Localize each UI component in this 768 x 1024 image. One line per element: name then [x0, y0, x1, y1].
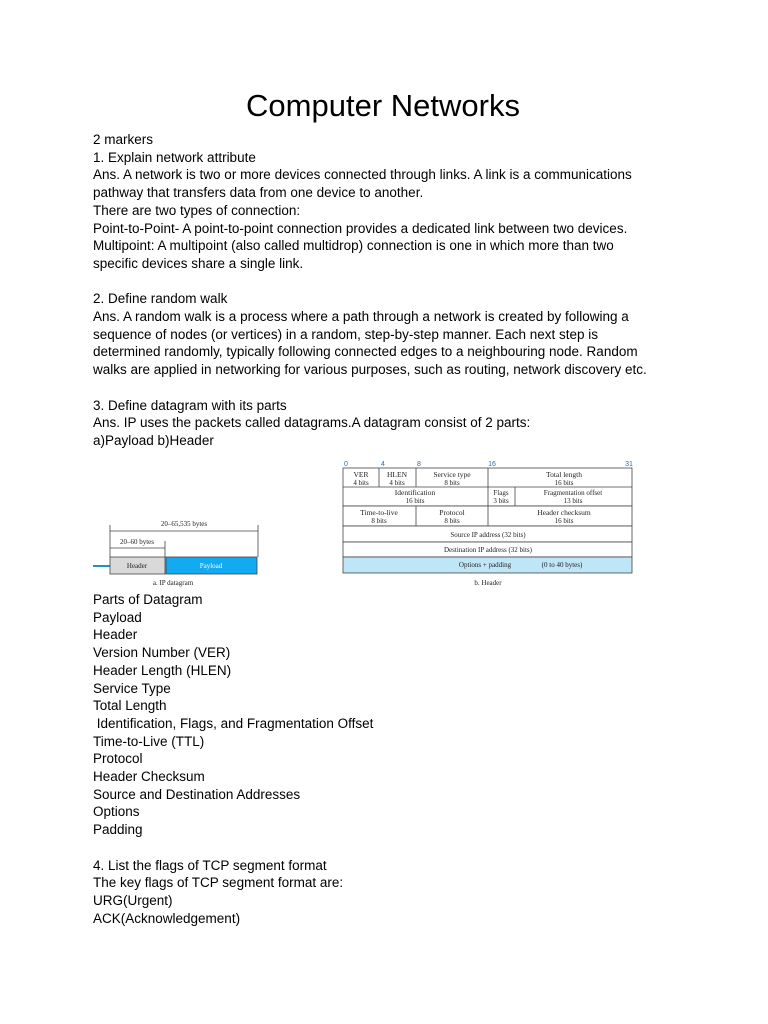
protocol-bits: 8 bits — [444, 517, 460, 525]
service-type-bits: 8 bits — [444, 479, 460, 487]
text-line: Ans. IP uses the packets called datagrams.A datagram consist of 2 parts: — [93, 415, 531, 431]
text-line: sequence of nodes (or vertices) in a random, step-by-step manner. Each next step is — [93, 326, 599, 342]
identification-bits: 16 bits — [405, 497, 425, 505]
text-line: Parts of Datagram — [93, 592, 203, 607]
text-line: Version Number (VER) — [93, 645, 231, 661]
text-line: The key flags of TCP segment format are: — [93, 875, 344, 891]
text-line: Service Type — [93, 680, 171, 696]
ttl-field: Time-to-live — [360, 508, 398, 517]
text-line: Time-to-Live (TTL) — [93, 733, 205, 749]
total-length-field: Total length — [546, 470, 582, 479]
ver-bits: 4 bits — [353, 479, 369, 487]
hlen-field: HLEN — [387, 470, 407, 479]
page-title: Computer Networks — [246, 88, 520, 123]
text-line: ACK(Acknowledgement) — [93, 910, 241, 926]
text-line: Multipoint: A multipoint (also called multidrop) connection is one in which more than two — [93, 238, 614, 254]
identification-field: Identification — [394, 488, 436, 497]
text-line: Identification, Flags, and Fragmentation Offset — [93, 715, 374, 731]
text-line: pathway that transfers data from one device to another. — [93, 185, 424, 201]
text-line: 2. Define random walk — [93, 291, 228, 307]
bit-marker: 16 — [488, 461, 496, 468]
text-line: a)Payload b)Header — [93, 432, 214, 448]
fragmentation-offset-field: Fragmentation offset — [543, 489, 603, 497]
text-line: 1. Explain network attribute — [93, 149, 256, 165]
text-block-bottom — [93, 591, 693, 927]
bit-marker: 31 — [625, 461, 633, 468]
header-caption: b. Header — [474, 579, 502, 587]
ver-field: VER — [353, 470, 369, 479]
datagram-caption: a. IP datagram — [152, 579, 194, 587]
text-line: Protocol — [93, 751, 143, 767]
text-line: Ans. A random walk is a process where a path through a network is created by following a — [93, 309, 629, 325]
datagram-payload-label: Payload — [199, 562, 223, 570]
options-bytes: (0 to 40 bytes) — [541, 561, 583, 569]
options-padding-field: Options + padding — [458, 561, 512, 569]
blank-line — [93, 839, 693, 857]
text-line: Options — [93, 804, 140, 820]
ttl-bits: 8 bits — [371, 517, 387, 525]
text-line: There are two types of connection: — [93, 202, 301, 218]
text-line: Source and Destination Addresses — [93, 786, 301, 802]
text-line: Header Length (HLEN) — [93, 662, 232, 678]
protocol-field: Protocol — [439, 508, 465, 517]
ip-header-diagram — [343, 461, 633, 587]
header-bytes-label: 20–60 bytes — [119, 538, 155, 546]
text-line: URG(Urgent) — [93, 892, 173, 908]
text-line: Padding — [93, 822, 143, 838]
text-line: Total Length — [93, 698, 167, 714]
total-bytes-label: 20–65,535 bytes — [160, 520, 208, 528]
ip-datagram-diagram — [93, 520, 258, 587]
text-line: Ans. A network is two or more devices connected through links. A link is a communications — [93, 167, 632, 183]
text-line: Point-to-Point- A point-to-point connection provides a dedicated link between two devices. — [93, 220, 628, 236]
total-length-bits: 16 bits — [554, 479, 574, 487]
text-line: 4. List the flags of TCP segment format — [93, 857, 327, 873]
destination-ip-field: Destination IP address (32 bits) — [443, 546, 533, 554]
header-checksum-bits: 16 bits — [554, 517, 574, 525]
header-checksum-field: Header checksum — [537, 508, 591, 517]
service-type-field: Service type — [433, 470, 471, 479]
fragmentation-offset-bits: 13 bits — [563, 497, 583, 505]
flags-field: Flags — [493, 489, 509, 497]
datagram-header-label: Header — [126, 562, 148, 570]
hlen-bits: 4 bits — [389, 479, 405, 487]
text-line: Payload — [93, 609, 142, 625]
source-ip-field: Source IP address (32 bits) — [450, 531, 526, 539]
flags-bits: 3 bits — [493, 497, 509, 505]
text-line: Header — [93, 627, 138, 643]
bit-marker: 8 — [417, 461, 421, 468]
text-line: determined randomly, typically following connected edges to a neighbouring node. Random — [93, 344, 638, 360]
bit-marker: 4 — [381, 461, 385, 468]
text-line: 2 markers — [93, 132, 154, 147]
text-line: specific devices share a single link. — [93, 255, 304, 271]
text-line: walks are applied in networking for various purposes, such as routing, network discovery etc. — [93, 362, 647, 378]
bit-marker: 0 — [344, 461, 348, 468]
text-line: Header Checksum — [93, 769, 205, 785]
text-line: 3. Define datagram with its parts — [93, 397, 287, 413]
